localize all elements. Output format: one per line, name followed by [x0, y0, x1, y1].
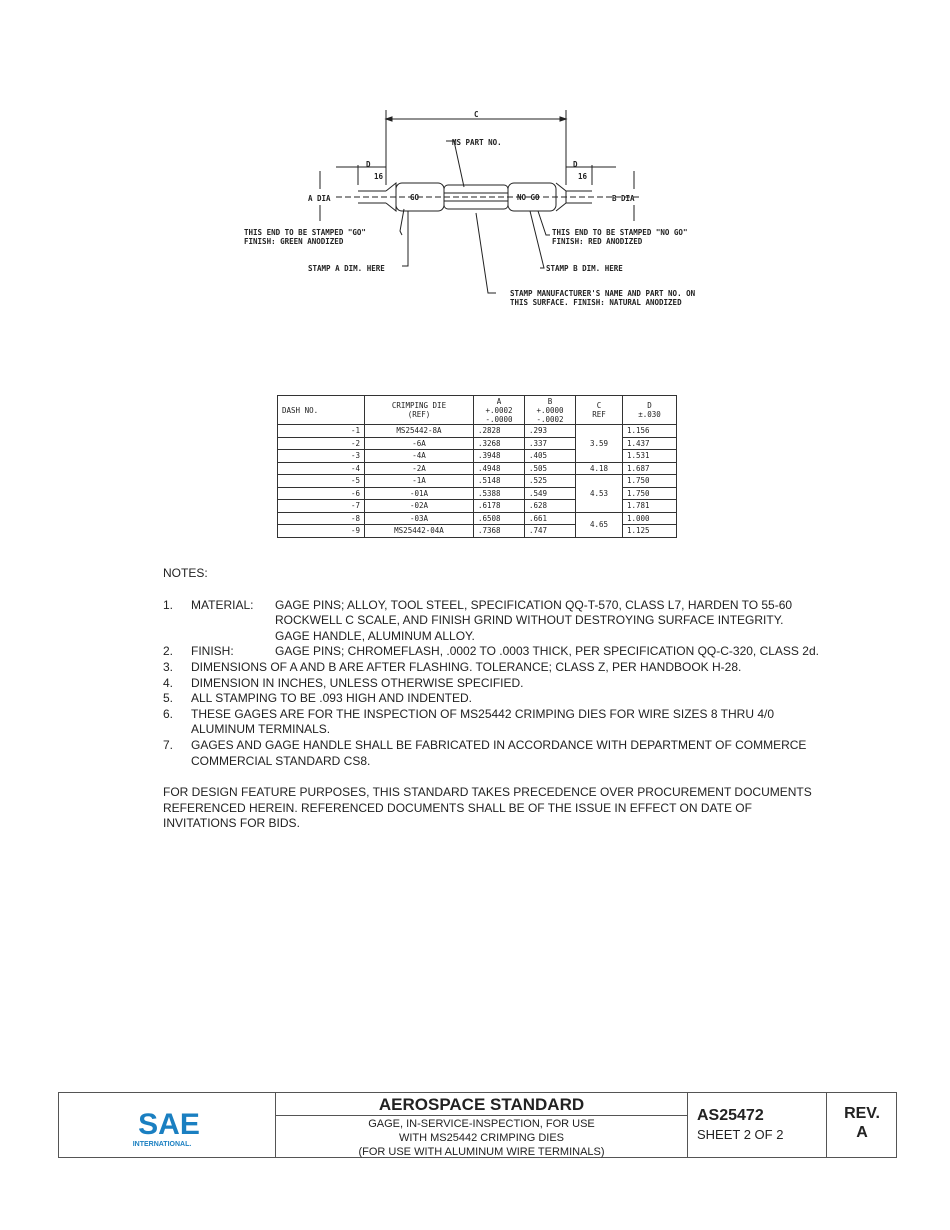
notes-heading: NOTES: [163, 566, 208, 580]
note-4 [163, 676, 863, 692]
b-dia-label: B DIA [612, 194, 635, 203]
stamp-b-note: STAMP B DIM. HERE [546, 264, 623, 273]
go-end-note-1: THIS END TO BE STAMPED "GO" [244, 228, 366, 237]
nogo-end-note-2: FINISH: RED ANODIZED [552, 237, 643, 246]
cell-d: 1.750 [623, 475, 677, 488]
go-end-note-2: FINISH: GREEN ANODIZED [244, 237, 344, 246]
table-row [278, 462, 677, 475]
cell-dash: -4 [278, 462, 365, 475]
cell-d: 1.687 [623, 462, 677, 475]
cell-d: 1.000 [623, 512, 677, 525]
title-cell [276, 1093, 688, 1157]
revision-label: REV. [844, 1105, 880, 1122]
cell-a: .3948 [474, 450, 525, 463]
cell-d: 1.531 [623, 450, 677, 463]
table-row [278, 512, 677, 525]
cell-b: .661 [525, 512, 576, 525]
cell-c: 4.18 [576, 462, 623, 475]
cell-a: .6178 [474, 500, 525, 513]
notes-section [163, 566, 863, 832]
cell-die: -1A [365, 475, 474, 488]
cell-dash: -9 [278, 525, 365, 538]
no-go-stamp: NO GO [517, 193, 540, 202]
dim-d-right-label: D [573, 160, 578, 169]
cell-d: 1.125 [623, 525, 677, 538]
logo-cell [59, 1093, 276, 1157]
cell-b: .505 [525, 462, 576, 475]
cell-a: .5388 [474, 487, 525, 500]
note-text: GAGES AND GAGE HANDLE SHALL BE FABRICATED IN ACCORDANCE WITH DEPARTMENT OF COMMERCE [191, 737, 807, 752]
note-1 [163, 598, 863, 645]
note-number: 3. [163, 659, 174, 674]
cell-c: 4.65 [576, 512, 623, 537]
precedence-line: INVITATIONS FOR BIDS. [163, 816, 300, 831]
precedence-statement [163, 785, 863, 832]
stamp-a-note: STAMP A DIM. HERE [308, 264, 385, 273]
go-stamp: GO [410, 193, 420, 202]
nogo-end-note-1: THIS END TO BE STAMPED "NO GO" [552, 228, 688, 237]
dim-d-left-sub: 16 [374, 172, 384, 181]
table-header-row [278, 396, 677, 425]
document-number: AS25472 [697, 1107, 764, 1124]
gage-drawing [240, 105, 760, 315]
note-number: 1. [163, 597, 174, 612]
dim-d-left-label: D [366, 160, 371, 169]
cell-b: .525 [525, 475, 576, 488]
note-label: FINISH: [191, 644, 234, 659]
cell-c: 3.59 [576, 425, 623, 463]
cell-b: .549 [525, 487, 576, 500]
cell-d: 1.781 [623, 500, 677, 513]
cell-dash: -2 [278, 437, 365, 450]
cell-b: .293 [525, 425, 576, 438]
note-text: GAGE PINS; CHROMEFLASH, .0002 TO .0003 THICK, PER SPECIFICATION QQ-C-320, CLASS 2d. [275, 644, 819, 659]
header-a: A +.0002 -.0000 [474, 396, 525, 425]
cell-a: .4948 [474, 462, 525, 475]
cell-die: -6A [365, 437, 474, 450]
cell-die: -01A [365, 487, 474, 500]
cell-d: 1.156 [623, 425, 677, 438]
header-b: B +.0000 -.0002 [525, 396, 576, 425]
cell-die: MS25442-8A [365, 425, 474, 438]
note-3 [163, 660, 863, 676]
cell-die: -03A [365, 512, 474, 525]
title-block [58, 1092, 897, 1158]
document-subtitle-1: GAGE, IN-SERVICE-INSPECTION, FOR USE [368, 1118, 595, 1130]
note-number: 2. [163, 644, 174, 659]
note-label: MATERIAL: [191, 597, 254, 612]
number-cell [688, 1093, 827, 1157]
sheet-number: SHEET 2 OF 2 [697, 1127, 784, 1142]
cell-dash: -6 [278, 487, 365, 500]
header-dash: DASH NO. [278, 396, 365, 425]
cell-b: .628 [525, 500, 576, 513]
note-6 [163, 707, 863, 738]
logo-text: SAE [138, 1108, 200, 1141]
note-text: DIMENSION IN INCHES, UNLESS OTHERWISE SPECIFIED. [191, 675, 524, 690]
cell-a: .3268 [474, 437, 525, 450]
a-dia-label: A DIA [308, 194, 331, 203]
header-d: D ±.030 [623, 396, 677, 425]
document-subtitle-2: WITH MS25442 CRIMPING DIES [398, 1132, 565, 1144]
cell-dash: -5 [278, 475, 365, 488]
cell-a: .2828 [474, 425, 525, 438]
cell-c: 4.53 [576, 475, 623, 513]
cell-b: .405 [525, 450, 576, 463]
note-text: GAGE HANDLE, ALUMINUM ALLOY. [275, 628, 475, 643]
note-number: 7. [163, 737, 174, 752]
dim-c-label: C [474, 110, 479, 119]
note-text: COMMERCIAL STANDARD CS8. [191, 753, 371, 768]
note-text: THESE GAGES ARE FOR THE INSPECTION OF MS25442 CRIMPING DIES FOR WIRE SIZES 8 THRU 4/0 [191, 706, 775, 721]
table-row [278, 425, 677, 438]
cell-b: .747 [525, 525, 576, 538]
header-die: CRIMPING DIE (REF) [365, 396, 474, 425]
note-number: 6. [163, 706, 174, 721]
header-c: C REF [576, 396, 623, 425]
revision-cell [827, 1093, 897, 1157]
dimension-table [277, 395, 677, 538]
cell-dash: -7 [278, 500, 365, 513]
note-text: DIMENSIONS OF A AND B ARE AFTER FLASHING. TOLERANCE; CLASS Z, PER HANDBOOK H-28. [191, 659, 742, 674]
note-text: ROCKWELL C SCALE, AND FINISH GRIND WITHOUT DESTROYING SURFACE INTEGRITY. [275, 613, 784, 628]
cell-die: -2A [365, 462, 474, 475]
note-7 [163, 738, 863, 769]
logo-subtext: INTERNATIONAL. [132, 1141, 192, 1148]
cell-d: 1.750 [623, 487, 677, 500]
document-subtitle-3: (FOR USE WITH ALUMINUM WIRE TERMINALS) [358, 1146, 605, 1158]
stamp-mfr-note-2: THIS SURFACE. FINISH: NATURAL ANODIZED [510, 298, 682, 307]
note-number: 4. [163, 675, 174, 690]
cell-a: .5148 [474, 475, 525, 488]
cell-dash: -8 [278, 512, 365, 525]
note-text: ALUMINUM TERMINALS. [191, 722, 331, 737]
cell-dash: -1 [278, 425, 365, 438]
cell-a: .6508 [474, 512, 525, 525]
cell-d: 1.437 [623, 437, 677, 450]
cell-dash: -3 [278, 450, 365, 463]
note-5 [163, 691, 863, 707]
document-type: AEROSPACE STANDARD [276, 1093, 687, 1116]
cell-a: .7368 [474, 525, 525, 538]
sae-logo [129, 1106, 209, 1150]
note-text: ALL STAMPING TO BE .093 HIGH AND INDENTED. [191, 691, 472, 706]
cell-b: .337 [525, 437, 576, 450]
cell-die: MS25442-04A [365, 525, 474, 538]
cell-die: -02A [365, 500, 474, 513]
dim-d-right-sub: 16 [578, 172, 588, 181]
note-2 [163, 644, 863, 660]
note-text: GAGE PINS; ALLOY, TOOL STEEL, SPECIFICATION QQ-T-570, CLASS L7, HARDEN TO 55-60 [275, 597, 793, 612]
note-number: 5. [163, 691, 174, 706]
precedence-line: FOR DESIGN FEATURE PURPOSES, THIS STANDARD TAKES PRECEDENCE OVER PROCUREMENT DOCUMENTS [163, 785, 812, 800]
stamp-mfr-note-1: STAMP MANUFACTURER'S NAME AND PART NO. ON [510, 289, 696, 298]
ms-part-label: MS PART NO. [452, 138, 502, 147]
table-row [278, 475, 677, 488]
gage-drawing-svg [240, 105, 760, 315]
precedence-line: REFERENCED HEREIN. REFERENCED DOCUMENTS SHALL BE OF THE ISSUE IN EFFECT ON DATE OF [163, 800, 752, 815]
revision-value: A [856, 1124, 868, 1141]
cell-die: -4A [365, 450, 474, 463]
